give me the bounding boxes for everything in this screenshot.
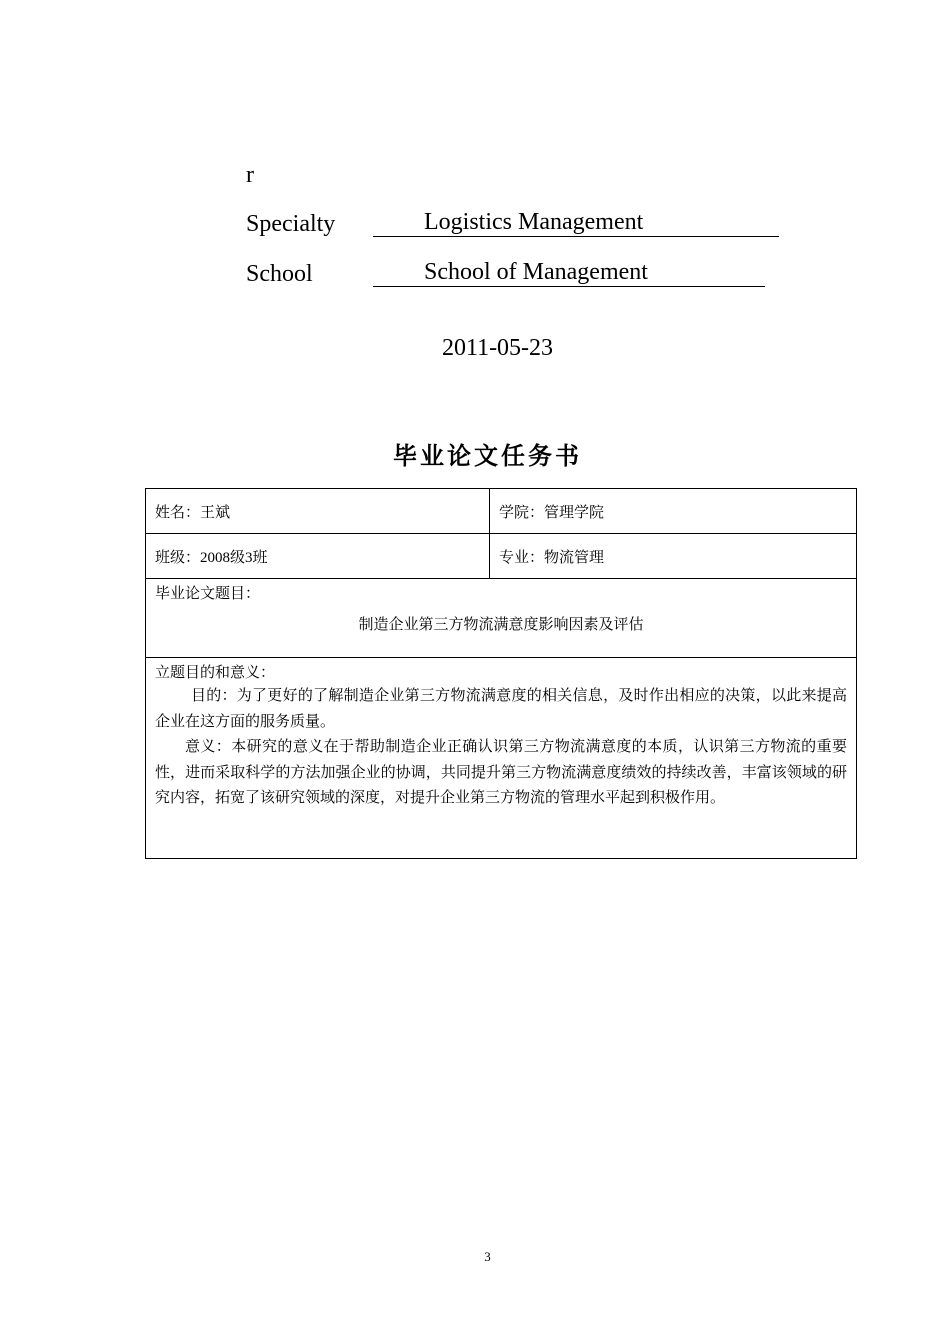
student-name-cell: 姓名：王斌 (146, 489, 490, 534)
cover-fragment: r (246, 162, 254, 188)
purpose-paragraph: 目的：为了更好的了解制造企业第三方物流满意度的相关信息，及时作出相应的决策，以此来提高企业在这方面的服务质量。 (155, 688, 847, 730)
document-title: 毕业论文任务书 (393, 442, 582, 470)
topic-cell (146, 579, 857, 658)
table-row (146, 534, 857, 579)
purpose-cell (146, 658, 857, 859)
meaning-paragraph: 意义：本研究的意义在于帮助制造企业正确认识第三方物流满意度的本质，认识第三方物流的重要性，进而采取科学的方法加强企业的协调，共同提升第三方物流满意度绩效的持续改善，丰富该领域的研究内容，拓宽了该研究领域的深度，对提升企业第三方物流的管理水平起到积极作用。 (155, 739, 847, 806)
topic-text: 制造企业第三方物流满意度影响因素及评估 (358, 617, 644, 633)
table-row (146, 489, 857, 534)
specialty-value: Logistics Management (373, 209, 779, 237)
school-label: School (246, 261, 313, 287)
school-row (0, 259, 950, 289)
purpose-label: 立题目的和意义： (155, 665, 276, 681)
task-table (145, 488, 857, 859)
table-row (146, 579, 857, 658)
school-value: School of Management (373, 259, 765, 287)
class-cell: 班级：2008级3班 (146, 534, 490, 579)
major-cell: 专业：物流管理 (490, 534, 857, 579)
college-cell: 学院：管理学院 (490, 489, 857, 534)
cover-date: 2011-05-23 (441, 335, 554, 361)
specialty-label: Specialty (246, 211, 336, 237)
table-row (146, 658, 857, 859)
page-number: 3 (484, 1249, 491, 1264)
specialty-row (0, 209, 950, 239)
topic-label: 毕业论文题目： (155, 586, 261, 602)
